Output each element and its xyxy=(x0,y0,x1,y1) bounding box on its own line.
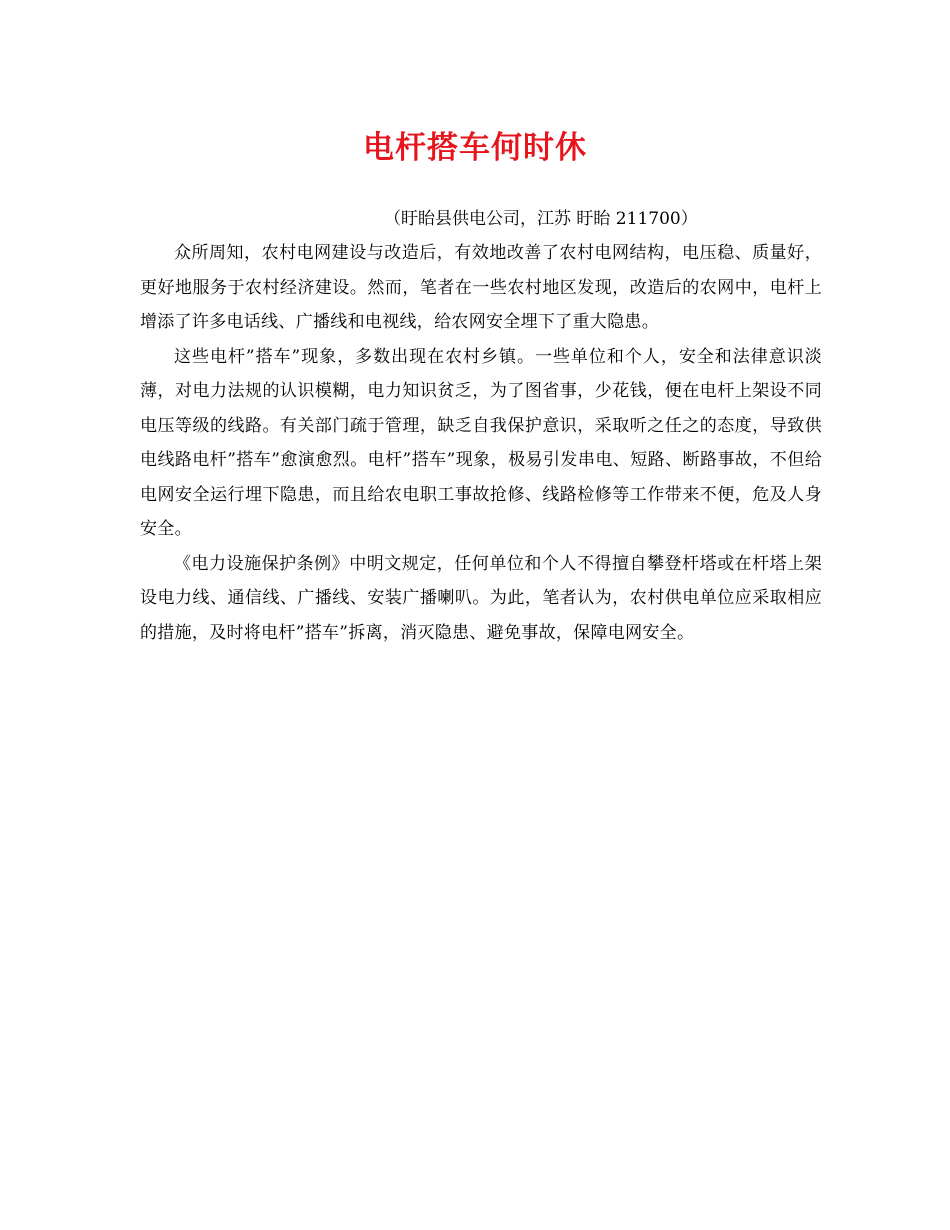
body-paragraph-3: 《电力设施保护条例》中明文规定，任何单位和个人不得擅自攀登杆塔或在杆塔上架设电力线、通信线、广播线、安装广播喇叭。为此，笔者认为，农村供电单位应采取相应的措施，及时将电杆”搭车”拆离，消灭隐患、避免事故，保障电网安全。 xyxy=(140,553,822,643)
article-body xyxy=(140,236,822,650)
author-affiliation: （盱眙县供电公司，江苏 盱眙 211700） xyxy=(384,209,698,229)
body-paragraph-1: 众所周知，农村电网建设与改造后，有效地改善了农村电网结构，电压稳、质量好，更好地服务于农村经济建设。然而，笔者在一些农村地区发现，改造后的农网中，电杆上增添了许多电话线、广播线和电视线，给农网安全埋下了重大隐患。 xyxy=(140,243,822,332)
document-title: 电杆搭车何时休 xyxy=(363,130,587,166)
body-paragraph-2: 这些电杆”搭车”现象，多数出现在农村乡镇。一些单位和个人，安全和法律意识淡薄，对电力法规的认识模糊，电力知识贫乏，为了图省事，少花钱，便在电杆上架设不同电压等级的线路。有关部门疏于管理，缺乏自我保护意识，采取听之任之的态度，导致供电线路电杆”搭车”愈演愈烈。电杆”搭车”现象，极易引发串电、短路、断路事故，不但给电网安全运行埋下隐患，而且给农电职工事故抢修、线路检修等工作带来不便，危及人身安全。 xyxy=(140,346,822,539)
